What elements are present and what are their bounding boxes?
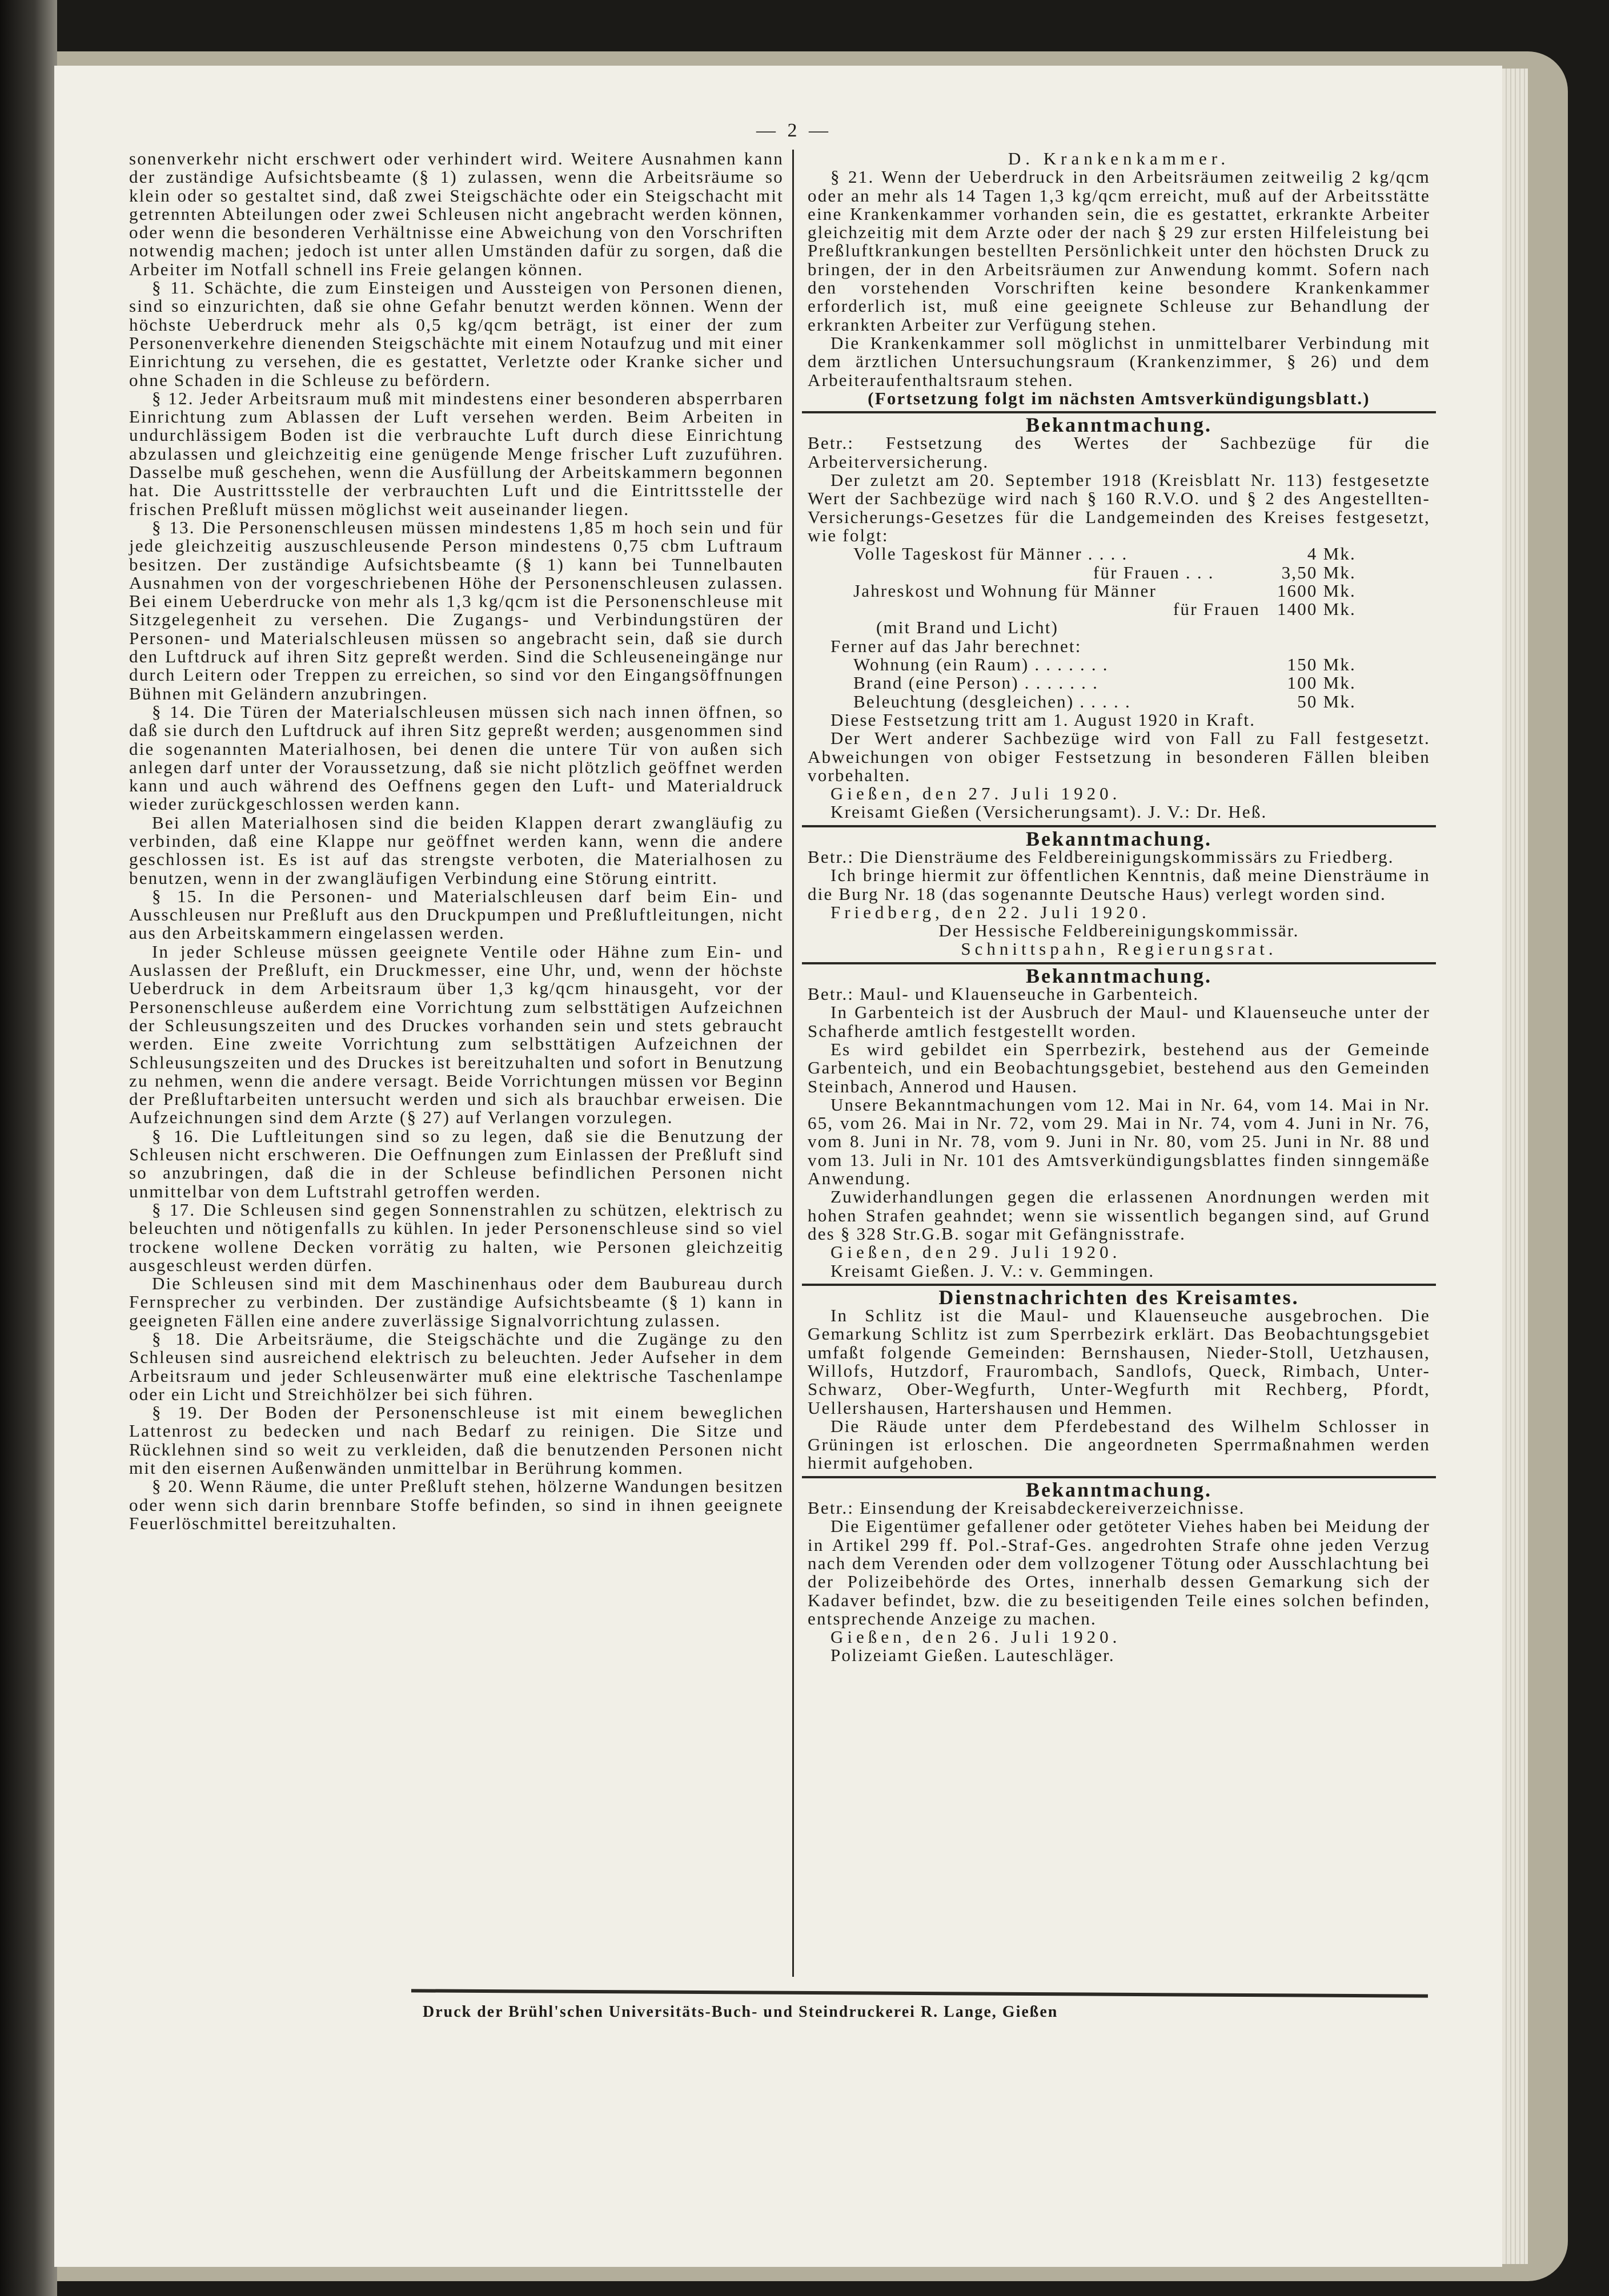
- table-row: [853, 564, 1356, 582]
- paragraph: Diese Festsetzung tritt am 1. August 1920 in Kraft.: [830, 709, 1256, 730]
- paragraph: Die Schleusen sind mit dem Maschinenhaus oder dem Baubureau durch Fernsprecher zu verbinden. Der zuständige Aufsichtsbeamte (§ 1) kann in geeigneten Fällen eine andere zuverlässige Signalvorrichtung zulassen.: [129, 1273, 784, 1330]
- paragraph-19: § 19. Der Boden der Personenschleuse ist mit einem beweglichen Lattenrost zu bedecken und nach Bedarf zu reinigen. Die Sitze und Rücklehnen sind so weit zu verkleiden, daß die benutzenden Personen nicht mit den eisernen Außenwänden unmittelbar in Berührung kommen.: [129, 1402, 784, 1478]
- paragraph: In jeder Schleuse müssen geeignete Ventile oder Hähne zum Ein- und Auslassen der Preßluft, ein Druckmesser, eine Uhr, und, wenn der höchste Ueberdruck in dem Arbeitsraum über 1,3 kg/qcm hinausgeht, vor der Personenschleuse außerdem eine Vorrichtung zum selbsttätigen Aufzeichnen der Schleusungszeiten und des Druckes vorhanden sein und stets gebraucht werden. Eine zweite Vorrichtung zum selbsttätigen Aufzeichnen der Schleusungszeiten und des Druckes ist bereitzuhalten und sofort in Benutzung zu nehmen, wenn die andere versagt. Beide Vorrichtungen müssen vor Beginn der Preßluftarbeiten untersucht werden und sich als brauchbar erweisen. Die Aufzeichnungen sind dem Arzte (§ 27) auf Verlangen vorzulegen.: [129, 941, 784, 1128]
- notice-subject: Betr.: Einsendung der Kreisabdeckereiverzeichnisse.: [808, 1498, 1245, 1518]
- book-spine: [0, 0, 57, 2296]
- paragraph: Die Räude unter dem Pferdebestand des Wilhelm Schlosser in Grüningen ist erloschen. Die angeordneten Sperrmaßnahmen werden hiermit aufgehoben.: [808, 1416, 1430, 1473]
- paragraph-12: § 12. Jeder Arbeitsraum muß mit mindestens einer besonderen absperrbaren Einrichtung zum Ablassen der Luft versehen werden. Beim Arbeiten in undurchlässigem Boden ist die verbrauchte Luft durch diese Einrichtung abzulassen und gleichzeitig eine genügende Menge frischer Luft zuzuführen. Dasselbe muß geschehen, wenn die Ausfüllung der Arbeitskammern begonnen hat. Die Austrittsstelle der verbrauchten Luft und die Eintrittsstelle der frischen Preßluft müssen möglichst weit auseinander liegen.: [129, 388, 784, 519]
- notice-heading: Bekanntmachung.: [1025, 413, 1213, 437]
- continuation-note: (Fortsetzung folgt im nächsten Amtsverkündigungsblatt.): [868, 388, 1370, 408]
- notice-heading: Bekanntmachung.: [1025, 1478, 1213, 1501]
- imprint: Druck der Brühl'schen Universitäts-Buch- und Steindruckerei R. Lange, Gießen: [423, 2003, 1058, 2021]
- page-number: — 2 —: [756, 120, 832, 141]
- paragraph-15: § 15. In die Personen- und Materialschleusen darf beim Ein- und Ausschleusen nur Preßluft aus den Druckpumpen und Preßluftleitungen, nicht aus den Arbeitskammern eingelassen werden.: [129, 886, 784, 943]
- notice-subject: Betr.: Maul- und Klauenseuche in Garbenteich.: [808, 984, 1199, 1004]
- paragraph-17: § 17. Die Schleusen sind gegen Sonnenstrahlen zu schützen, elektrisch zu beleuchten und nötigenfalls zu kühlen. In jeder Personenschleuse sind so viel trockene wollene Decken vorrätig zu halten, wie Personen gleichzeitig ausgeschleust werden dürfen.: [129, 1199, 784, 1275]
- paragraph-16: § 16. Die Luftleitungen sind so zu legen, daß sie die Benutzung der Schleusen nicht erschweren. Die Oeffnungen zum Einlassen der Preßluft sind so anzubringen, daß die in der Schleuse befindlichen Personen nicht unmittelbar von dem Luftstrahl getroffen werden.: [129, 1125, 784, 1201]
- table-row: [853, 600, 1356, 618]
- row-label: für Frauen: [1173, 599, 1260, 620]
- paragraph: Die Eigentümer gefallener oder getöteter Viehes haben bei Meidung der in Artikel 299 ff. Pol.-Straf-Ges. angedrohten Strafe ohne jeden Verzug nach dem Verenden oder dem vollzogener Tötung oder Ausschlachtung bei der Polizeibehörde des Ortes, innerhalb dessen Gemarkung sich der Kadaver befindet, bzw. die zu beseitigenden Teile eines solchen befinden, entsprechende Anzeige zu machen.: [808, 1516, 1430, 1628]
- value-table: [808, 545, 1430, 637]
- row-value: 1400 Mk.: [1277, 599, 1356, 620]
- date-line: Gießen, den 26. Juli 1920.: [830, 1627, 1121, 1647]
- paragraph-20: § 20. Wenn Räume, die unter Preßluft stehen, hölzerne Wandungen besitzen oder wenn sich darin brennbare Stoffe befinden, so sind in ihnen geeignete Feuerlöschmittel bereitzuhalten.: [129, 1476, 784, 1533]
- date-line: Gießen, den 27. Juli 1920.: [830, 783, 1121, 804]
- row-value: 3,50 Mk.: [1281, 562, 1356, 582]
- row-label: Beleuchtung (desgleichen) . . . . .: [853, 691, 1131, 711]
- left-column: [129, 150, 784, 1533]
- date-line: Gießen, den 29. Juli 1920.: [830, 1242, 1121, 1262]
- paragraph-18: § 18. Die Arbeitsräume, die Steigschächte und die Zugänge zu den Schleusen sind ausreichend elektrisch zu beleuchten. Jeder Aufseher in dem Arbeitsraum und jeder Schleusenwärter muß eine elektrische Taschenlampe oder ein Licht und Streichhölzer bei sich führen.: [129, 1329, 784, 1404]
- table-row: [853, 656, 1356, 674]
- row-label: für Frauen . . .: [1093, 562, 1214, 582]
- paragraph: Ich bringe hiermit zur öffentlichen Kenntnis, daß meine Diensträume in die Burg Nr. 18 (das sogenannte Deutsche Haus) verlegt worden sind.: [808, 865, 1430, 904]
- paragraph: Es wird gebildet ein Sperrbezirk, bestehend aus der Gemeinde Garbenteich, und ein Beobachtungsgebiet, bestehend aus den Gemeinden Steinbach, Annerod und Hausen.: [808, 1039, 1430, 1096]
- signature: Kreisamt Gießen. J. V.: v. Gemmingen.: [830, 1260, 1155, 1281]
- notice-heading: Bekanntmachung.: [1025, 964, 1213, 987]
- table-note: (mit Brand und Licht): [876, 617, 1059, 638]
- section-heading: D. Krankenkammer.: [1008, 148, 1230, 168]
- paragraph-14: § 14. Die Türen der Materialschleusen müssen sich nach innen öffnen, so daß sie durch den Luftdruck auf ihren Sitz gepreßt werden; ausgenommen sind die sogenannten Materialhosen, bei denen die untere Tür von außen sich anlegen darf unter der Voraussetzung, daß sie nicht plötzlich geöffnet werden kann und auch während des Oeffnens gegen den Luft- und Materialdruck wieder zurückgeschlossen werden kann.: [129, 701, 784, 814]
- date-line: Friedberg, den 22. Juli 1920.: [830, 902, 1150, 922]
- row-label: Jahreskost und Wohnung für Männer: [853, 580, 1157, 601]
- page-edges: [1502, 69, 1528, 2264]
- notice-subject: Betr.: Festsetzung des Wertes der Sachbezüge für die Arbeiterversicherung.: [808, 433, 1430, 472]
- signature: Kreisamt Gießen (Versicherungsamt). J. V.: Dr. Heß.: [830, 802, 1267, 822]
- column-divider: [792, 150, 794, 1977]
- paragraph: Bei allen Materialhosen sind die beiden Klappen derart zwangläufig zu verbinden, daß eine Klappe nur geöffnet werden kann, wenn die andere geschlossen ist. Es ist auf das strengste verboten, die Materialhosen zu benutzen, wenn in der zwangläufigen Verbindung eine Störung eintritt.: [129, 812, 784, 888]
- paragraph-21: § 21. Wenn der Ueberdruck in den Arbeitsräumen zeitweilig 2 kg/qcm oder an mehr als 14 Tagen 1,3 kg/qcm erreicht, muß auf der Arbeitsstätte eine Krankenkammer vorhanden sein, die es gestattet, erkrankte Arbeiter gleichzeitig mit dem Arzte oder der nach § 29 zur ersten Hilfeleistung bei Preßluftkrankungen bestellten Persönlichkeit unter den höchsten Druck zu bringen, der in den Arbeitsräumen zur Anwendung kommt. Sofern nach den vorstehenden Vorschriften keine besondere Krankenkammer erforderlich ist, muß eine geeignete Schleuse zur Behandlung der erkrankten Arbeiter zur Verfügung stehen.: [808, 167, 1430, 335]
- row-value: 4 Mk.: [1307, 544, 1356, 564]
- paragraph-11: § 11. Schächte, die zum Einsteigen und Aussteigen von Personen dienen, sind so einzurichten, daß sie ohne Gefahr benutzt werden können. Wenn der höchste Ueberdruck mehr als 0,5 kg/qcm beträgt, ist einer der zum Personenverkehre dienenden Steigschächte mit einem Notaufzug und mit einer Einrichtung zu versehen, die es gestattet, Verletzte oder Kranke sicher und ohne Schaden in die Schleuse zu befördern.: [129, 278, 784, 390]
- row-value: 1600 Mk.: [1277, 580, 1356, 601]
- row-label: Wohnung (ein Raum) . . . . . . .: [853, 654, 1109, 675]
- paragraph: In Schlitz ist die Maul- und Klauenseuche ausgebrochen. Die Gemarkung Schlitz ist zum Sperrbezirk erklärt. Das Beobachtungsgebiet umfaßt folgende Gemeinden: Bernshausen, Nieder-Stoll, Uetzhausen, Willofs, Hutzdorf, Fraurombach, Sandlofs, Queck, Rimbach, Unter-Schwarz, Ober-Wegfurth, Unter-Wegfurth mit Rechberg, Pfordt, Uellershausen, Hartershausen und Hemmen.: [808, 1305, 1430, 1418]
- paragraph-13: § 13. Die Personenschleusen müssen mindestens 1,85 m hoch sein und für jede gleichzeitig auszuschleusende Person mindestens 0,75 cbm Luftraum besitzen. Der zuständige Aufsichtsbeamte (§ 1) kann bei Tunnelbauten Ausnahmen von der vorgeschriebenen Höhe der Personenschleusen zulassen. Bei einem Ueberdrucke von mehr als 1,3 kg/qcm ist die Personenschleuse mit Sitzgelegenheit zu versehen. Die Zugangs- und Verbindungstüren der Personen- und Materialschleusen müssen so angebracht sein, daß sie durch den Luftdruck auf ihren Sitz gepreßt werden. Sind die Schleuseneingänge nur durch Leitern oder Treppen zu erreichen, so sind vor den Eingangsöffnungen Bühnen mit Geländern anzubringen.: [129, 517, 784, 703]
- paragraph: Zuwiderhandlungen gegen die erlassenen Anordnungen werden mit hohen Strafen geahndet; wenn sie wissentlich begangen sind, auf Grund des § 328 Str.G.B. sogar mit Gefängnisstrafe.: [808, 1187, 1430, 1244]
- paragraph: Der Wert anderer Sachbezüge wird von Fall zu Fall festgesetzt. Abweichungen von obiger Festsetzung in besonderen Fällen bleiben vorbehalten.: [808, 728, 1430, 785]
- paragraph: sonenverkehr nicht erschwert oder verhindert wird. Weitere Ausnahmen kann der zuständige Aufsichtsbeamte (§ 1) zulassen, wenn die Arbeitsräume so klein oder so gestaltet sind, daß zwei Steigschächte oder ein Steigschacht mit getrennten Abteilungen oder zwei Schleusen nicht angebracht werden können, oder wenn die besonderen Verhältnisse eine Abweichung von den Vorschriften notwendig machen; jedoch ist unter allen Umständen dafür zu sorgen, daß die Arbeiter im Notfall schnell ins Freie gelangen können.: [129, 148, 784, 279]
- table-row: [853, 674, 1356, 692]
- row-value: 50 Mk.: [1297, 691, 1356, 711]
- notice-heading: Bekanntmachung.: [1025, 827, 1213, 850]
- table-row: [853, 545, 1356, 563]
- paragraph: In Garbenteich ist der Ausbruch der Maul- und Klauenseuche unter der Schafherde amtlich festgestellt worden.: [808, 1002, 1430, 1041]
- paragraph: Ferner auf das Jahr berechnet:: [830, 636, 1082, 656]
- row-label: Brand (eine Person) . . . . . . .: [853, 673, 1099, 693]
- notice-subject: Betr.: Die Diensträume des Feldbereinigungskommissärs zu Friedberg.: [808, 846, 1394, 867]
- right-column: [808, 150, 1430, 1665]
- signature: Schnittspahn, Regierungsrat.: [961, 939, 1277, 959]
- row-label: Volle Tageskost für Männer . . . .: [853, 544, 1128, 564]
- office: Der Hessische Feldbereinigungskommissär.: [938, 920, 1299, 941]
- signature: Polizeiamt Gießen. Lauteschläger.: [830, 1645, 1115, 1666]
- section-heading: Dienstnachrichten des Kreisamtes.: [938, 1285, 1299, 1309]
- paragraph: Die Krankenkammer soll möglichst in unmittelbarer Verbindung mit dem ärztlichen Untersuchungsraum (Krankenzimmer, § 26) und dem Arbeiteraufenthaltsraum stehen.: [808, 332, 1430, 390]
- table-row: [853, 693, 1356, 711]
- paragraph: Der zuletzt am 20. September 1918 (Kreisblatt Nr. 113) festgesetzte Wert der Sachbezüge wird nach § 160 R.V.O. und § 2 des Angestellten-Versicherungs-Gesetzes für die Landgemeinden des Kreises festgesetzt, wie folgt:: [808, 470, 1430, 545]
- yearly-table: [808, 656, 1430, 711]
- row-value: 150 Mk.: [1287, 654, 1356, 675]
- table-row: [853, 582, 1356, 600]
- row-value: 100 Mk.: [1287, 673, 1356, 693]
- paragraph: Unsere Bekanntmachungen vom 12. Mai in Nr. 64, vom 14. Mai in Nr. 65, vom 26. Mai in Nr. 72, vom 29. Mai in Nr. 74, vom 4. Juni in Nr. 76, vom 8. Juni in Nr. 78, vom 9. Juni in Nr. 80, vom 25. Juni in Nr. 88 und vom 13. Juli in Nr. 101 des Amtsverkündigungsblattes finden sinngemäße Anwendung.: [808, 1094, 1430, 1189]
